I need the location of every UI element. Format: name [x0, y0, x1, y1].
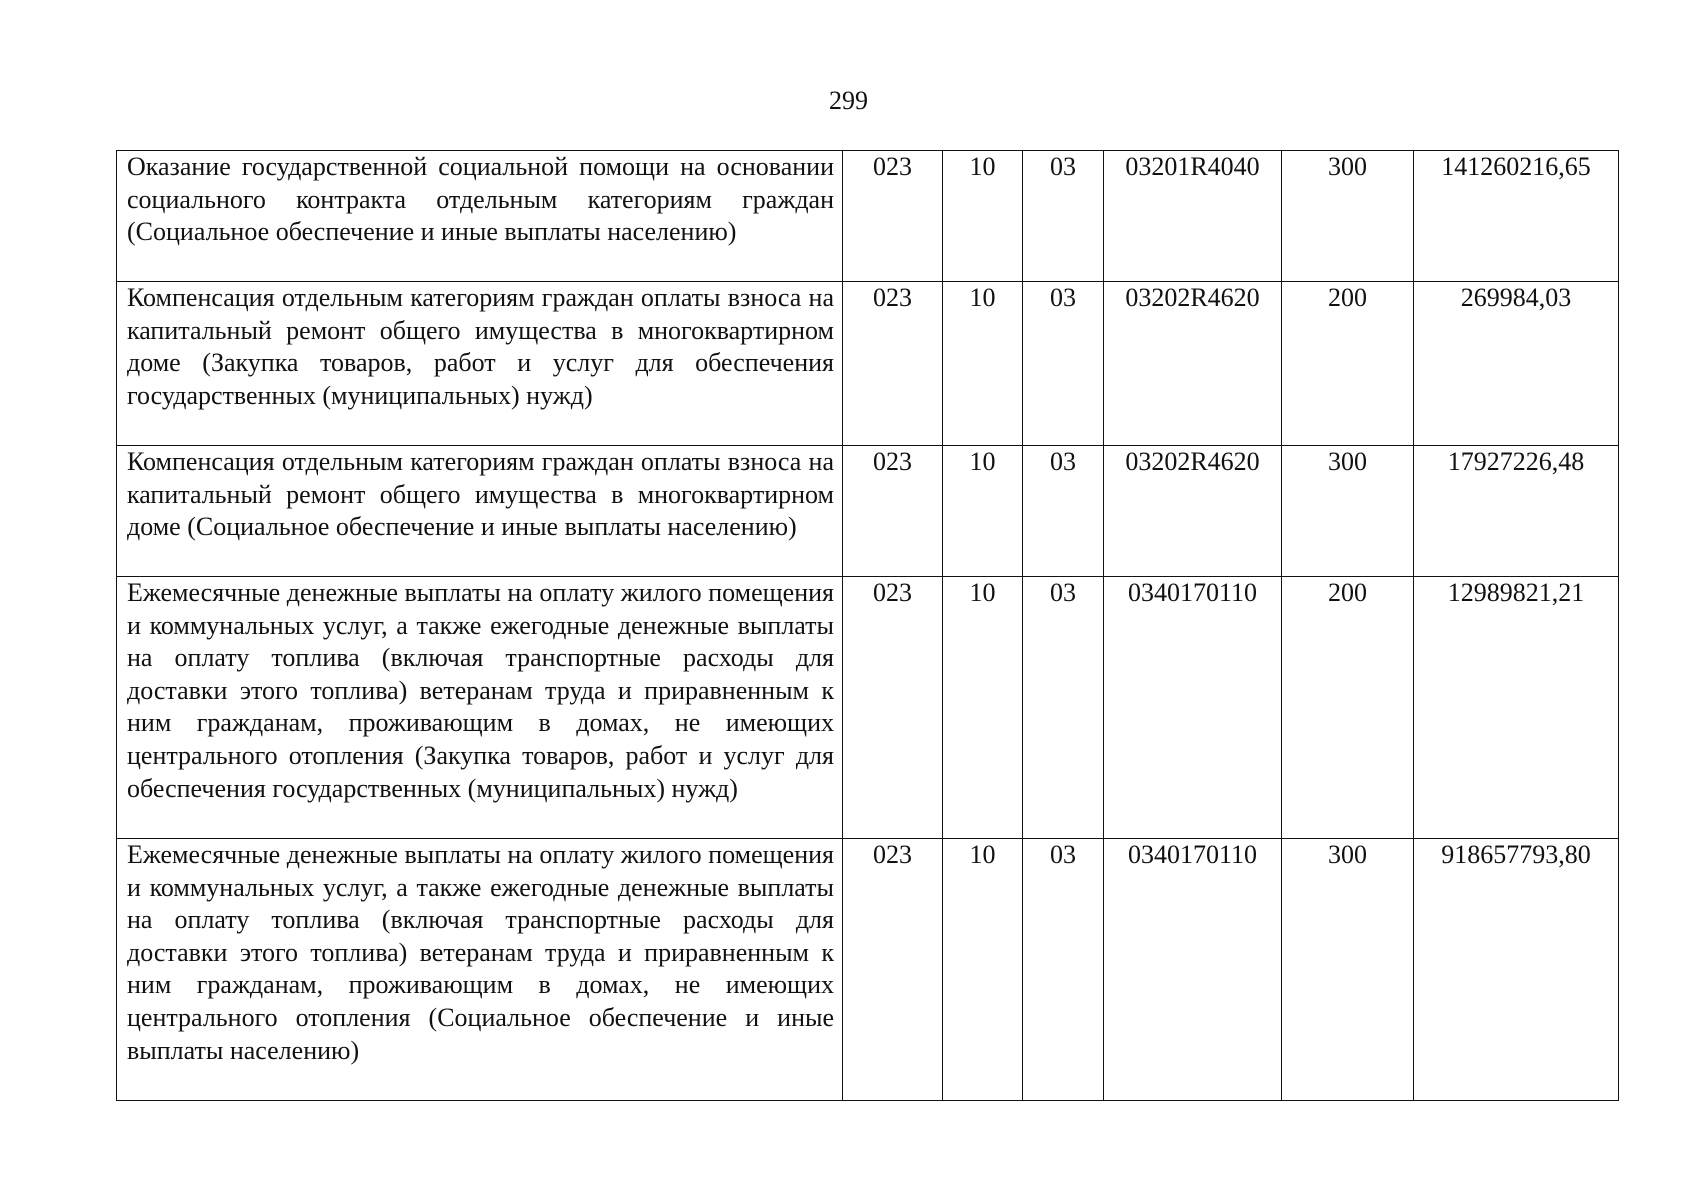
subsection-code: 03 — [1023, 282, 1104, 446]
target-article-code: 0340170110 — [1104, 577, 1282, 839]
section-code: 10 — [943, 282, 1023, 446]
ministry-code: 023 — [843, 282, 943, 446]
amount-value: 141260216,65 — [1414, 151, 1619, 282]
row-description: Ежемесячные денежные выплаты на оплату жилого помещения и коммунальных услуг, а также ежегодные денежные выплаты на оплату топлива (включая транспортные расходы для доставки этого топлива) ветеранам труда и приравненным к ним гражданам, проживающим в домах, не имеющих центрального отопления (Закупка товаров, работ и услуг для обеспечения государственных (муниципальных) нужд) — [117, 577, 843, 839]
ministry-code: 023 — [843, 446, 943, 577]
expense-type-code: 300 — [1282, 151, 1414, 282]
section-code: 10 — [943, 577, 1023, 839]
expense-type-code: 300 — [1282, 446, 1414, 577]
target-article-code: 03202R4620 — [1104, 446, 1282, 577]
table-row — [117, 151, 1619, 282]
row-description: Компенсация отдельным категориям граждан оплаты взноса на капитальный ремонт общего имущества в многоквартирном доме (Социальное обеспечение и иные выплаты населению) — [117, 446, 843, 577]
table-row — [117, 577, 1619, 839]
table-row — [117, 839, 1619, 1101]
page-number: 299 — [829, 86, 868, 115]
subsection-code: 03 — [1023, 577, 1104, 839]
row-description: Оказание государственной социальной помощи на основании социального контракта отдельным категориям граждан (Социальное обеспечение и иные выплаты населению) — [117, 151, 843, 282]
amount-value: 12989821,21 — [1414, 577, 1619, 839]
ministry-code: 023 — [843, 151, 943, 282]
amount-value: 918657793,80 — [1414, 839, 1619, 1101]
amount-value: 17927226,48 — [1414, 446, 1619, 577]
target-article-code: 03202R4620 — [1104, 282, 1282, 446]
subsection-code: 03 — [1023, 151, 1104, 282]
subsection-code: 03 — [1023, 446, 1104, 577]
expense-type-code: 300 — [1282, 839, 1414, 1101]
table-row — [117, 282, 1619, 446]
budget-table — [116, 150, 1619, 1101]
target-article-code: 0340170110 — [1104, 839, 1282, 1101]
ministry-code: 023 — [843, 839, 943, 1101]
section-code: 10 — [943, 151, 1023, 282]
row-description: Компенсация отдельным категориям граждан оплаты взноса на капитальный ремонт общего имущества в многоквартирном доме (Закупка товаров, работ и услуг для обеспечения государственных (муниципальных) нужд) — [117, 282, 843, 446]
target-article-code: 03201R4040 — [1104, 151, 1282, 282]
ministry-code: 023 — [843, 577, 943, 839]
expense-type-code: 200 — [1282, 282, 1414, 446]
expense-type-code: 200 — [1282, 577, 1414, 839]
amount-value: 269984,03 — [1414, 282, 1619, 446]
section-code: 10 — [943, 446, 1023, 577]
subsection-code: 03 — [1023, 839, 1104, 1101]
table-row — [117, 446, 1619, 577]
row-description: Ежемесячные денежные выплаты на оплату жилого помещения и коммунальных услуг, а также ежегодные денежные выплаты на оплату топлива (включая транспортные расходы для доставки этого топлива) ветеранам труда и приравненным к ним гражданам, проживающим в домах, не имеющих центрального отопления (Социальное обеспечение и иные выплаты населению) — [117, 839, 843, 1101]
section-code: 10 — [943, 839, 1023, 1101]
